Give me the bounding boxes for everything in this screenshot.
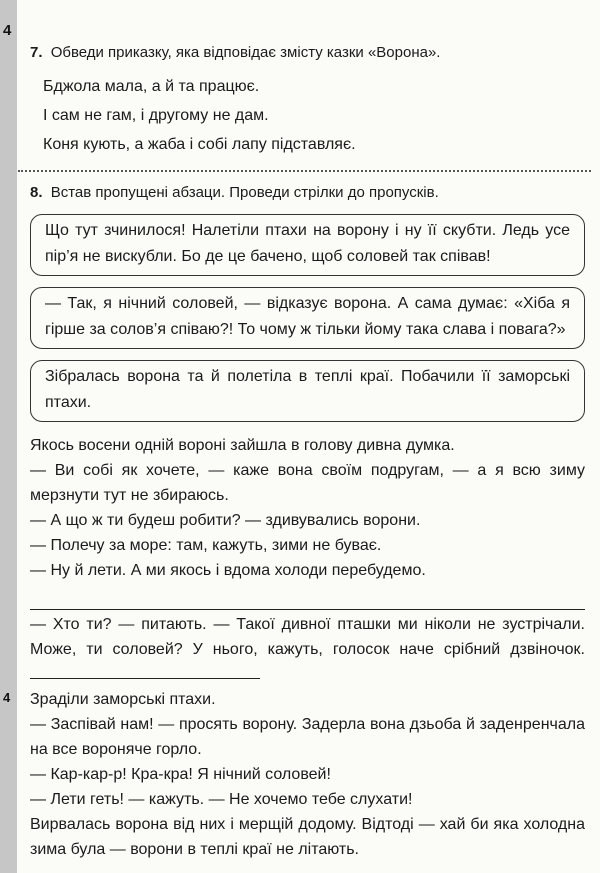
story-paragraph: — Лети геть! — кажуть. — Не хочемо тебе слухати! [30,791,413,808]
proverb-option[interactable]: І сам не гам, і другому не дам. [43,107,269,124]
story-paragraph: — Заспівай нам! — просять ворону. Задерла вона дзьоба й заденренчала на все вороняче горло. [30,716,585,758]
story-paragraph: — Кар-кар-р! Кра-кра! Я нічний соловей! [30,766,331,783]
task-7-number: 7. [30,44,43,61]
story-paragraph: — А що ж ти будеш робити? — здивувались ворони. [30,512,421,529]
task-7-prompt: Обведи приказку, яка відповідає змісту казки «Ворона». [50,44,441,61]
story-paragraph: Зраділи заморські птахи. [30,691,216,708]
story-paragraph: Вирвалась ворона від них і мерщій додому. Відтоді — хай би яка холодна зима була — ворони в теплі краї не літають. [30,816,585,858]
missing-paragraph-box[interactable]: Зібралась ворона та й полетіла в теплі краї. Побачили її заморські птахи. [30,360,585,422]
missing-paragraph-box[interactable]: — Так, я нічний соловей, — відказує ворона. А сама думає: «Хіба я гірше за солов’я співаю?! То чому ж тільки йому така слава і повага?» [30,287,585,349]
task-8-prompt: Встав пропущені абзаци. Проведи стрілки до пропусків. [50,184,439,201]
worksheet-content [30,40,585,862]
proverb-list [30,74,585,158]
story-paragraph: — Ви собі як хочете, — каже вона своїм подругам, — а я всю зиму мерзнути тут не збираюсь. [30,462,585,504]
task-8-number: 8. [30,184,43,201]
proverb-option[interactable]: Коня кують, а жаба і собі лапу підставляє. [43,136,356,153]
task-divider [18,170,591,172]
answer-blank-inline[interactable] [30,664,260,679]
proverb-option[interactable]: Бджола мала, а й та працює. [43,78,260,95]
story-paragraph: — Ну й лети. А ми якось і вдома холоди перебудемо. [30,562,426,579]
task-8-title [30,180,585,206]
story-text [30,433,585,862]
story-paragraph: Якось восени одній вороні зайшла в голову дивна думка. [30,437,455,454]
page-number: 4 [3,22,12,39]
story-paragraph: — Хто ти? — питають. — Такої дивної пташки ми ніколи не зустрічали. Може, ти соловей? У нього, кажуть, голосок наче срібний дзвіночок. [30,612,585,687]
story-paragraph: — Полечу за море: там, кажуть, зими не буває. [30,537,382,554]
answer-blank-line[interactable] [30,587,585,610]
page-margin-strip [0,0,17,873]
missing-paragraph-box[interactable]: Що тут зчинилося! Налетіли птахи на ворону і ну її скубти. Ледь усе пір’я не вискубли. Бо де це бачено, щоб соловей так співав! [30,214,585,276]
task-7-title [30,40,585,66]
page-marker: 4 [3,690,11,705]
